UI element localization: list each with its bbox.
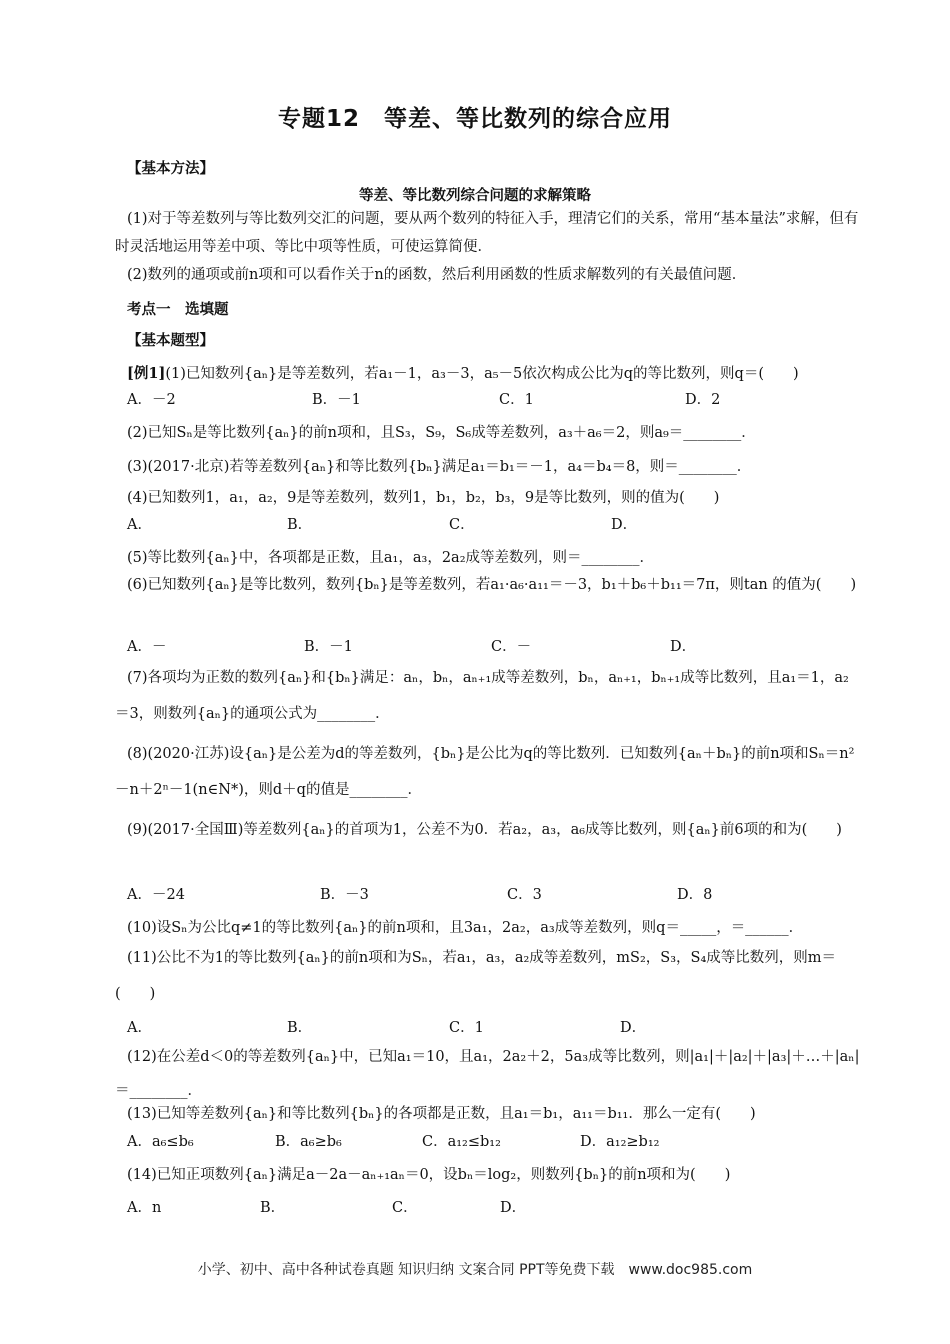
question-11: (11)公比不为1的等比数列{aₙ}的前n项和为Sₙ，若a₁，a₃，a₂成等差数列，mS₂，S₃，S₄成等比数列，则m＝( ) <box>115 950 837 1002</box>
option-d: D． <box>670 639 697 655</box>
question-14: (14)已知正项数列{aₙ}满足a－2a－aₙ₊₁aₙ＝0，设bₙ＝log₂，则数列{bₙ}的前n项和为( ) <box>127 1167 731 1183</box>
question-3: (3)(2017·北京)若等差数列{aₙ}和等比数列{bₙ}满足a₁＝b₁＝－1，a₄＝b₄＝8，则＝________． <box>127 459 752 475</box>
option-d: D． <box>500 1200 527 1216</box>
question-1-text: (1)已知数列{aₙ}是等差数列，若a₁－1，a₃－3，a₅－5依次构成公比为q的等比数列，则q＝( ) <box>165 366 799 382</box>
question-5: (5)等比数列{aₙ}中，各项都是正数，且a₁，a₃，2a₂成等差数列，则＝________． <box>127 550 655 566</box>
question-8: (8)(2020·江苏)设{aₙ}是公差为d的等差数列，{bₙ}是公比为q的等比数列．已知数列{aₙ＋bₙ}的前n项和Sₙ＝n²－n＋2ⁿ－1(n∈N*)，则d＋q的值是________． <box>115 746 855 798</box>
option-a: A．a₆≤b₆ <box>127 1134 194 1150</box>
option-b: B．－1 <box>304 639 353 655</box>
question-4: (4)已知数列1，a₁，a₂，9是等差数列，数列1，b₁，b₂，b₃，9是等比数列，则的值为( ) <box>127 490 720 506</box>
question-12: (12)在公差d＜0的等差数列{aₙ}中，已知a₁＝10，且a₁，2a₂＋2，5a₃成等比数列，则|a₁|＋|a₂|＋|a₃|＋…＋|aₙ|＝________． <box>115 1049 860 1099</box>
option-a: A． <box>127 517 152 533</box>
option-b: B． <box>260 1200 286 1216</box>
point-heading: 考点一 选填题 <box>127 302 229 318</box>
option-a: A．n <box>127 1200 162 1216</box>
question-1 <box>127 362 862 383</box>
option-c: C．1 <box>449 1020 484 1036</box>
section-basic-types: 【基本题型】 <box>127 333 214 349</box>
option-c: C．3 <box>507 887 542 903</box>
option-a: A．－ <box>127 639 167 655</box>
option-a: A．－24 <box>127 887 185 903</box>
option-b: B．a₆≥b₆ <box>275 1134 342 1150</box>
question-6: (6)已知数列{aₙ}是等比数列，数列{bₙ}是等差数列，若a₁·a₆·a₁₁＝－3，b₁＋b₆＋b₁₁＝7π，则tan 的值为( ) <box>127 577 857 593</box>
question-9: (9)(2017·全国Ⅲ)等差数列{aₙ}的首项为1，公差不为0．若a₂，a₃，a₆成等比数列，则{aₙ}前6项的和为( ) <box>127 822 842 838</box>
question-10: (10)设Sₙ为公比q≠1的等比数列{aₙ}的前n项和，且3a₁，2a₂，a₃成等差数列，则q＝_____，＝______． <box>127 920 804 936</box>
option-b: B． <box>287 517 313 533</box>
option-c: C．a₁₂≤b₁₂ <box>422 1134 501 1150</box>
option-d: D． <box>620 1020 647 1036</box>
option-d: D．2 <box>685 392 721 408</box>
option-d: D．a₁₂≥b₁₂ <box>580 1134 660 1150</box>
section-basic-method: 【基本方法】 <box>127 161 214 177</box>
paragraph-2: (2)数列的通项或前n项和可以看作关于n的函数，然后利用函数的性质求解数列的有关最值问题． <box>127 267 747 283</box>
example-tag: [例1] <box>127 365 166 382</box>
footer-text: 小学、初中、高中各种试卷真题 知识归纳 文案合同 PPT等免费下载 www.doc985.com <box>197 1262 753 1278</box>
option-b: B． <box>287 1020 313 1036</box>
option-d: D．8 <box>677 887 713 903</box>
option-d: D． <box>611 517 638 533</box>
option-c: C． <box>449 517 475 533</box>
option-c: C．－ <box>491 639 532 655</box>
question-7: (7)各项均为正数的数列{aₙ}和{bₙ}满足：aₙ，bₙ，aₙ₊₁成等差数列，bₙ，aₙ₊₁，bₙ₊₁成等比数列，且a₁＝1，a₂＝3，则数列{aₙ}的通项公式为________． <box>115 670 849 722</box>
option-a: A． <box>127 1020 152 1036</box>
option-b: B．－1 <box>312 392 361 408</box>
question-2: (2)已知Sₙ是等比数列{aₙ}的前n项和，且S₃，S₉，S₆成等差数列，a₃＋a₆＝2，则a₉＝________． <box>127 425 756 441</box>
page-title: 专题12 等差、等比数列的综合应用 <box>277 106 672 132</box>
question-13: (13)已知等差数列{aₙ}和等比数列{bₙ}的各项都是正数，且a₁＝b₁，a₁₁＝b₁₁．那么一定有( ) <box>127 1106 756 1122</box>
option-b: B．－3 <box>320 887 369 903</box>
paragraph-1: (1)对于等差数列与等比数列交汇的问题，要从两个数列的特征入手，理清它们的关系，常用“基本量法”求解，但有时灵活地运用等差中项、等比中项等性质，可使运算简便． <box>115 211 859 255</box>
option-a: A．－2 <box>127 392 176 408</box>
option-c: C． <box>392 1200 418 1216</box>
option-c: C．1 <box>499 392 534 408</box>
strategy-title: 等差、等比数列综合问题的求解策略 <box>359 188 591 204</box>
